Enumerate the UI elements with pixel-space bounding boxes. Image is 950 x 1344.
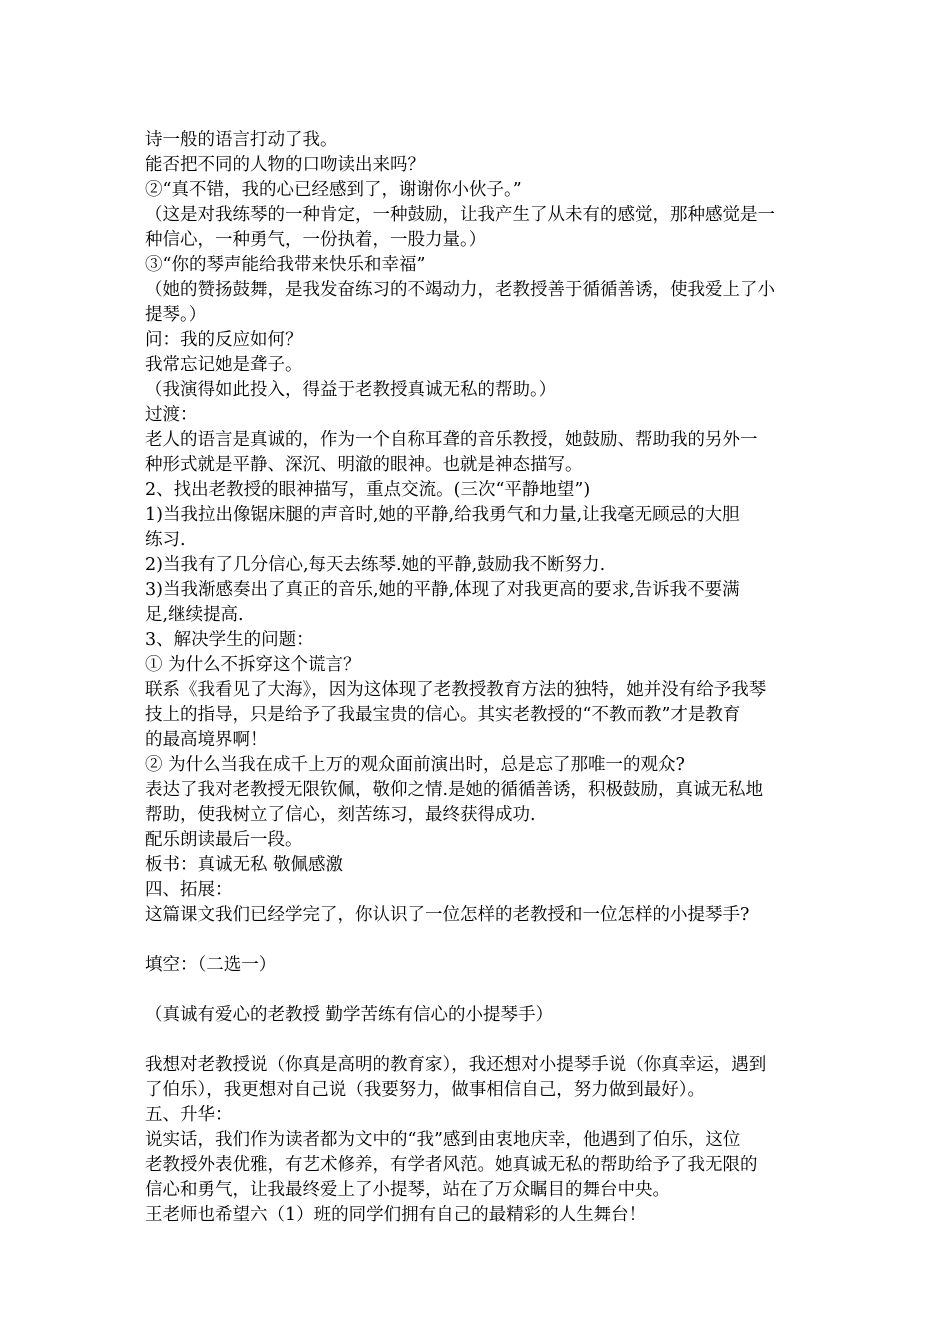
text-line: 说实话，我们作为读者都为文中的“我”感到由衷地庆幸，他遇到了伯乐，这位 (145, 1130, 741, 1150)
text-line: 板书：真诚无私 敬佩感激 (145, 855, 344, 875)
text-line: 的最高境界啊！ (145, 730, 268, 750)
text-line: 四、拓展： (145, 880, 233, 900)
text-line: 联系《我看见了大海》，因为这体现了老教授教育方法的独特，她并没有给予我琴 (145, 680, 767, 700)
text-line: ② 为什么当我在成千上万的观众面前演出时，总是忘了那唯一的观众? (145, 755, 685, 775)
text-line: 了伯乐），我更想对自己说（我要努力，做事相信自己，努力做到最好）。 (145, 1080, 705, 1100)
text-line: 能否把不同的人物的口吻读出来吗？ (145, 155, 425, 175)
text-line: 提琴。） (145, 305, 207, 325)
text-line: 王老师也希望六（1）班的同学们拥有自己的最精彩的人生舞台！ (145, 1205, 647, 1225)
blank-line (145, 978, 825, 1003)
text-line: 填空：（二选一） (145, 955, 277, 975)
text-line: 我常忘记她是聋子。 (145, 355, 303, 375)
text-line: （真诚有爱心的老教授 勤学苦练有信心的小提琴手） (145, 1005, 554, 1025)
text-line: 足,继续提高. (145, 605, 244, 625)
text-line: 过渡： (145, 405, 198, 425)
text-line: ③“你的琴声能给我带来快乐和幸福” (145, 255, 426, 275)
text-line: 3)当我渐感奏出了真正的音乐,她的平静,体现了对我更高的要求,告诉我不要满 (145, 580, 740, 600)
text-line: 技上的指导，只是给予了我最宝贵的信心。其实老教授的“不教而教”才是教育 (145, 705, 741, 725)
text-line: 2、找出老教授的眼神描写，重点交流。(三次“平静地望”) (145, 480, 591, 500)
text-line: 练习. (145, 530, 186, 550)
text-line: 信心和勇气，让我最终爱上了小提琴，站在了万众瞩目的舞台中央。 (145, 1180, 670, 1200)
text-line: （这是对我练琴的一种肯定，一种鼓励，让我产生了从未有的感觉，那种感觉是一 (145, 205, 775, 225)
text-line: 诗一般的语言打动了我。 (145, 130, 338, 150)
text-line: 帮助，使我树立了信心，刻苦练习，最终获得成功. (145, 805, 536, 825)
text-line: （我演得如此投入，得益于老教授真诚无私的帮助。） (145, 380, 557, 400)
text-line: （她的赞扬鼓舞，是我发奋练习的不竭动力，老教授善于循循善诱，使我爱上了小 (145, 280, 775, 300)
document-body (145, 128, 825, 1228)
text-line: ① 为什么不拆穿这个谎言？ (145, 655, 361, 675)
text-line: 老教授外表优雅，有艺术修养，有学者风范。她真诚无私的帮助给予了我无限的 (145, 1155, 758, 1175)
text-line: ②“真不错，我的心已经感到了，谢谢你小伙子。” (145, 180, 522, 200)
text-line: 表达了我对老教授无限钦佩，敬仰之情.是她的循循善诱，积极鼓励，真诚无私地 (145, 780, 764, 800)
text-line: 配乐朗读最后一段。 (145, 830, 303, 850)
text-line: 老人的语言是真诚的，作为一个自称耳聋的音乐教授，她鼓励、帮助我的另外一 (145, 430, 758, 450)
text-line: 3、解决学生的问题： (145, 630, 314, 650)
blank-line (145, 928, 825, 953)
text-line: 这篇课文我们已经学完了，你认识了一位怎样的老教授和一位怎样的小提琴手? (145, 905, 750, 925)
text-line: 2)当我有了几分信心,每天去练琴.她的平静,鼓励我不断努力. (145, 555, 606, 575)
text-line: 1)当我拉出像锯床腿的声音时,她的平静,给我勇气和力量,让我毫无顾忌的大胆 (145, 505, 740, 525)
text-line: 种信心，一种勇气，一份执着，一股力量。） (145, 230, 487, 250)
text-line: 问：我的反应如何？ (145, 330, 303, 350)
text-line: 五、升华： (145, 1105, 233, 1125)
blank-line (145, 1028, 825, 1053)
text-line: 我想对老教授说（你真是高明的教育家），我还想对小提琴手说（你真幸运，遇到 (145, 1055, 767, 1075)
text-line: 种形式就是平静、深沉、明澈的眼神。也就是神态描写。 (145, 455, 583, 475)
